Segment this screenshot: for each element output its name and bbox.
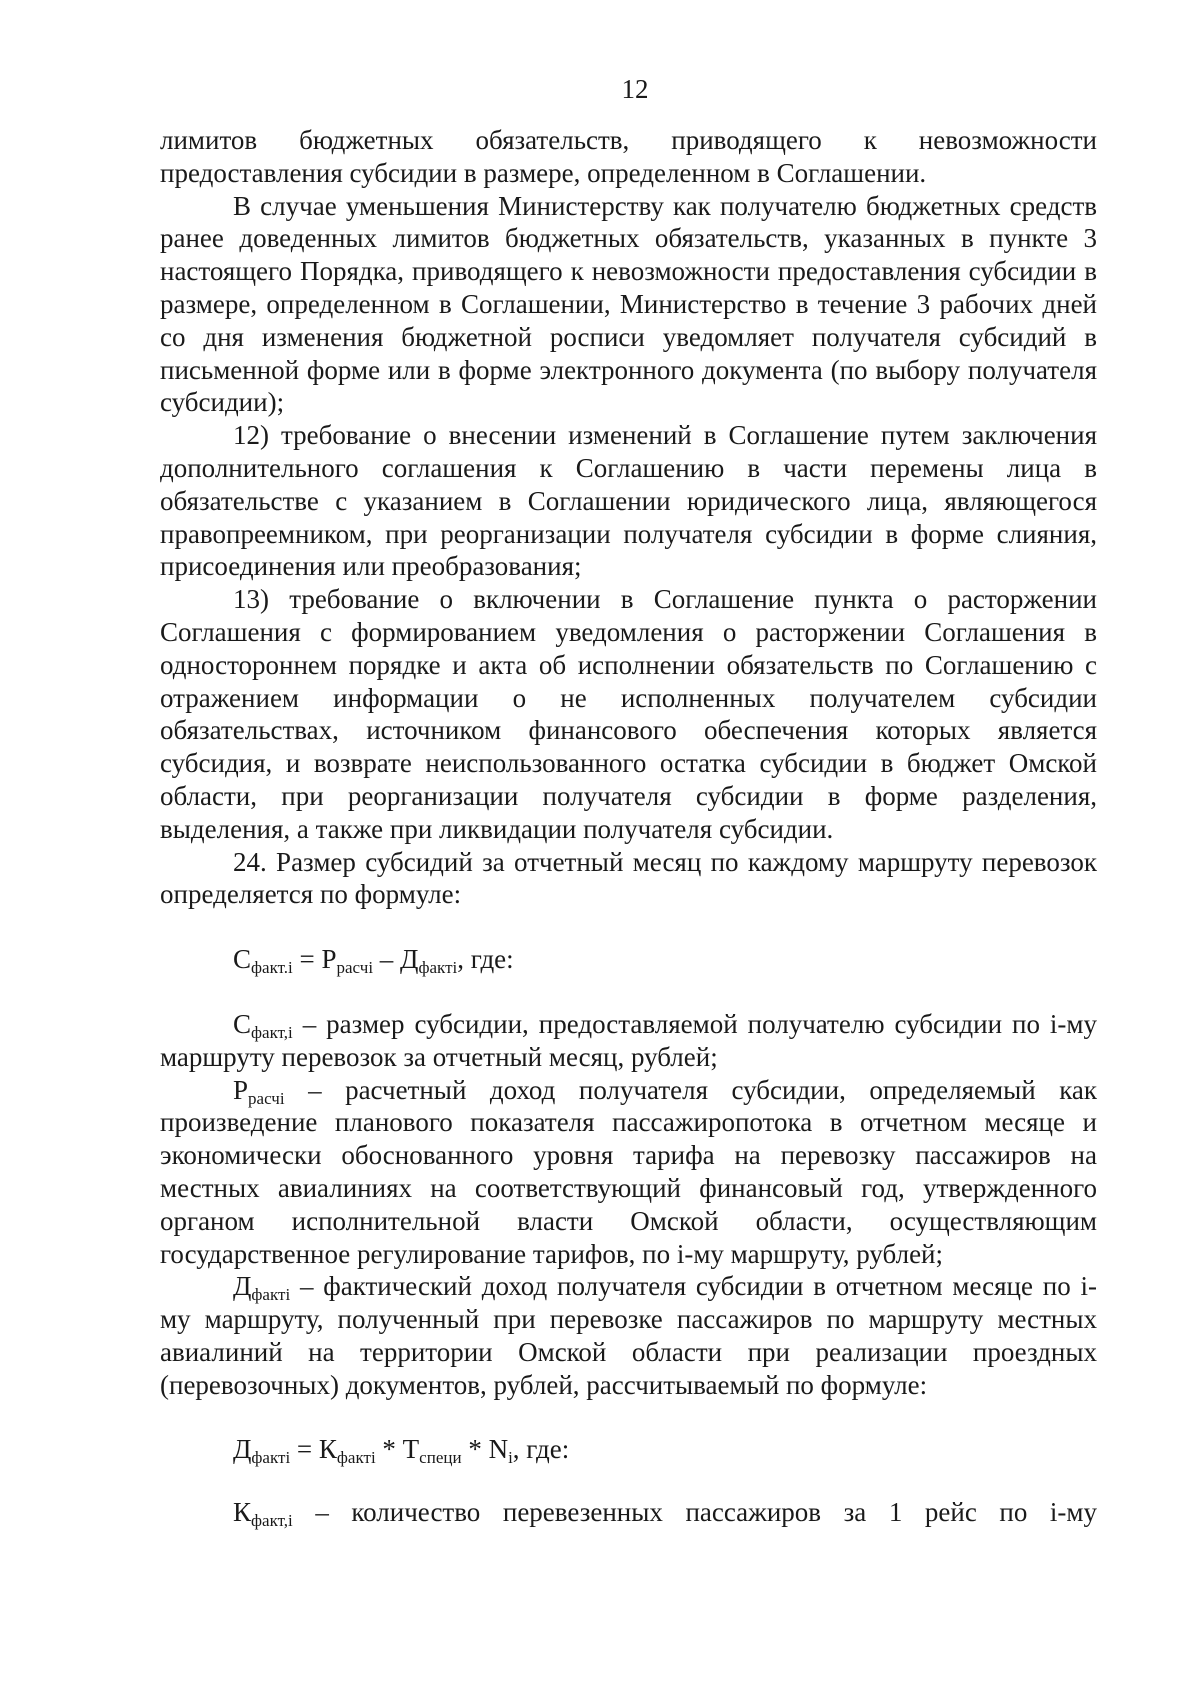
paragraph-item-12: 12) требование о внесении изменений в Соглашение путем заключения дополнительного соглашения к Соглашению в части перемены лица в обязательстве с указанием в Соглашении юридического лица, являющегося правопреемником, при реорганизации получателя субсидии в форме слияния, присоединения или преобразования; xyxy=(160,420,1097,582)
definition-calculated-income: $Р_{расчi}$ – расчетный доход получателя субсидии, определяемый как произведение планового показателя пассажиропотока в отчетном месяце и экономически обоснованного уровня тарифа на перевозку пассажиров на местных авиалиниях на соответствующий финансовый год, утвержденного органом исполнительной власти Омской области, осуществляющим государственное регулирование тарифов, по i-му маршруту, рублей; xyxy=(160,1074,1097,1269)
definition-subsidy-amount: $С_{факт,i}$ – размер субсидии, предоставляемой получателю субсидии по i-му маршруту перевозок за отчетный месяц, рублей; xyxy=(160,1008,1097,1072)
page-number: 12 xyxy=(621,74,649,104)
definition-actual-income: $Д_{фактi}$ – фактический доход получателя субсидии в отчетном месяце по i-му маршруту, полученный при перевозке пассажиров по маршруту местных авиалиний на территории Омской области при реализации проездных (перевозочных) документов, рублей, рассчитываемый по формуле: xyxy=(160,1271,1097,1400)
formula-actual-income: $Д_{фактi} = К_{фактi} * Т_{специ} * N_i$, где: xyxy=(233,1434,570,1468)
paragraph-item-13: 13) требование о включении в Соглашение пункта о расторжении Соглашения с формированием уведомления о расторжении Соглашения в одностороннем порядке и акта об исполнении обязательств по Соглашению с отражением информации о не исполненных получателем субсидии обязательствах, источником финансового обеспечения которых является субсидия, и возврате неиспользованного остатка субсидии в бюджет Омской области, при реорганизации получателя субсидии в форме разделения, выделения, а также при ликвидации получателя субсидии. xyxy=(160,584,1097,844)
paragraph-item-24: 24. Размер субсидий за отчетный месяц по каждому маршруту перевозок определяется по формуле: xyxy=(160,846,1097,910)
paragraph-limits-reduction: В случае уменьшения Министерству как получателю бюджетных средств ранее доведенных лимитов бюджетных обязательств, указанных в пункте 3 настоящего Порядка, приводящего к невозможности предоставления субсидии в размере, определенном в Соглашении, Министерство в течение 3 рабочих дней со дня изменения бюджетной росписи уведомляет получателя субсидий в письменной форме или в форме электронного документа (по выбору получателя субсидии); xyxy=(160,190,1097,418)
document-body xyxy=(160,124,1097,1529)
formula-subsidy: $С_{факт.i} = Р_{расчi} - Д_{фактi}$, где: xyxy=(233,944,514,978)
paragraph-continuation: лимитов бюджетных обязательств, приводящего к невозможности предоставления субсидии в размере, определенном в Соглашении. xyxy=(160,125,1097,188)
definition-passenger-count: $К_{факт,i}$ – количество перевезенных пассажиров за 1 рейс по i-му xyxy=(233,1497,1097,1531)
